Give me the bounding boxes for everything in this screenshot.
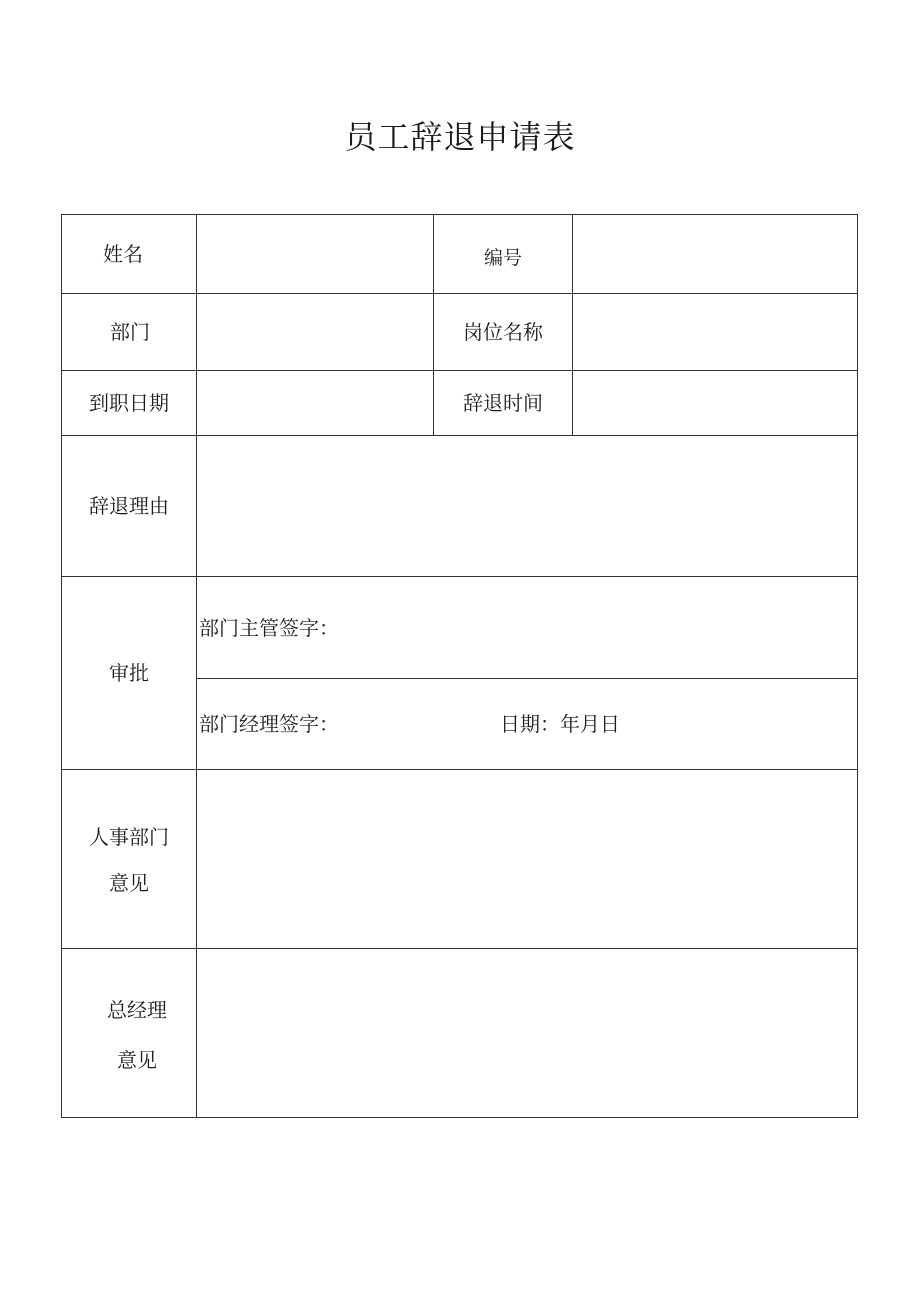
- table-border-right: [857, 214, 858, 1118]
- gm-opinion-input-cell[interactable]: [197, 949, 857, 1117]
- table-border-bottom: [61, 1117, 858, 1118]
- dismissal-time-label: 辞退时间: [463, 391, 543, 415]
- gm-opinion-label: [70, 949, 204, 1117]
- hr-opinion-label-line1: 人事部门: [89, 825, 169, 849]
- reason-input-cell[interactable]: [197, 436, 857, 576]
- hire-date-input-cell[interactable]: [197, 371, 433, 435]
- dismissal-time-input-cell[interactable]: [573, 371, 857, 435]
- department-input-cell[interactable]: [197, 294, 433, 370]
- hr-opinion-input-cell[interactable]: [197, 770, 857, 948]
- gm-opinion-label-line1: 总经理: [107, 998, 167, 1022]
- name-label: 姓名: [103, 242, 143, 266]
- gm-opinion-label-line2: 意见: [117, 1048, 157, 1072]
- hr-opinion-label-line2: 意见: [109, 871, 149, 895]
- hire-date-label: 到职日期: [89, 391, 169, 415]
- position-label: 岗位名称: [463, 320, 543, 344]
- supervisor-signature-label: 部门主管签字：: [199, 616, 339, 640]
- approval-date-label: 日期：年月日: [500, 712, 620, 736]
- number-label: 编号: [483, 246, 522, 269]
- approval-inner-divider: [196, 678, 858, 679]
- position-input-cell[interactable]: [573, 294, 857, 370]
- approval-label: 审批: [109, 661, 149, 685]
- hr-opinion-label: [62, 770, 196, 948]
- form-title: 员工辞退申请表: [344, 118, 576, 156]
- reason-label: 辞退理由: [89, 494, 169, 518]
- name-input-cell[interactable]: [197, 215, 433, 293]
- number-input-cell[interactable]: [573, 215, 857, 293]
- supervisor-signature-cell[interactable]: [340, 577, 857, 678]
- department-label: 部门: [110, 320, 150, 344]
- manager-signature-label: 部门经理签字：: [199, 712, 339, 736]
